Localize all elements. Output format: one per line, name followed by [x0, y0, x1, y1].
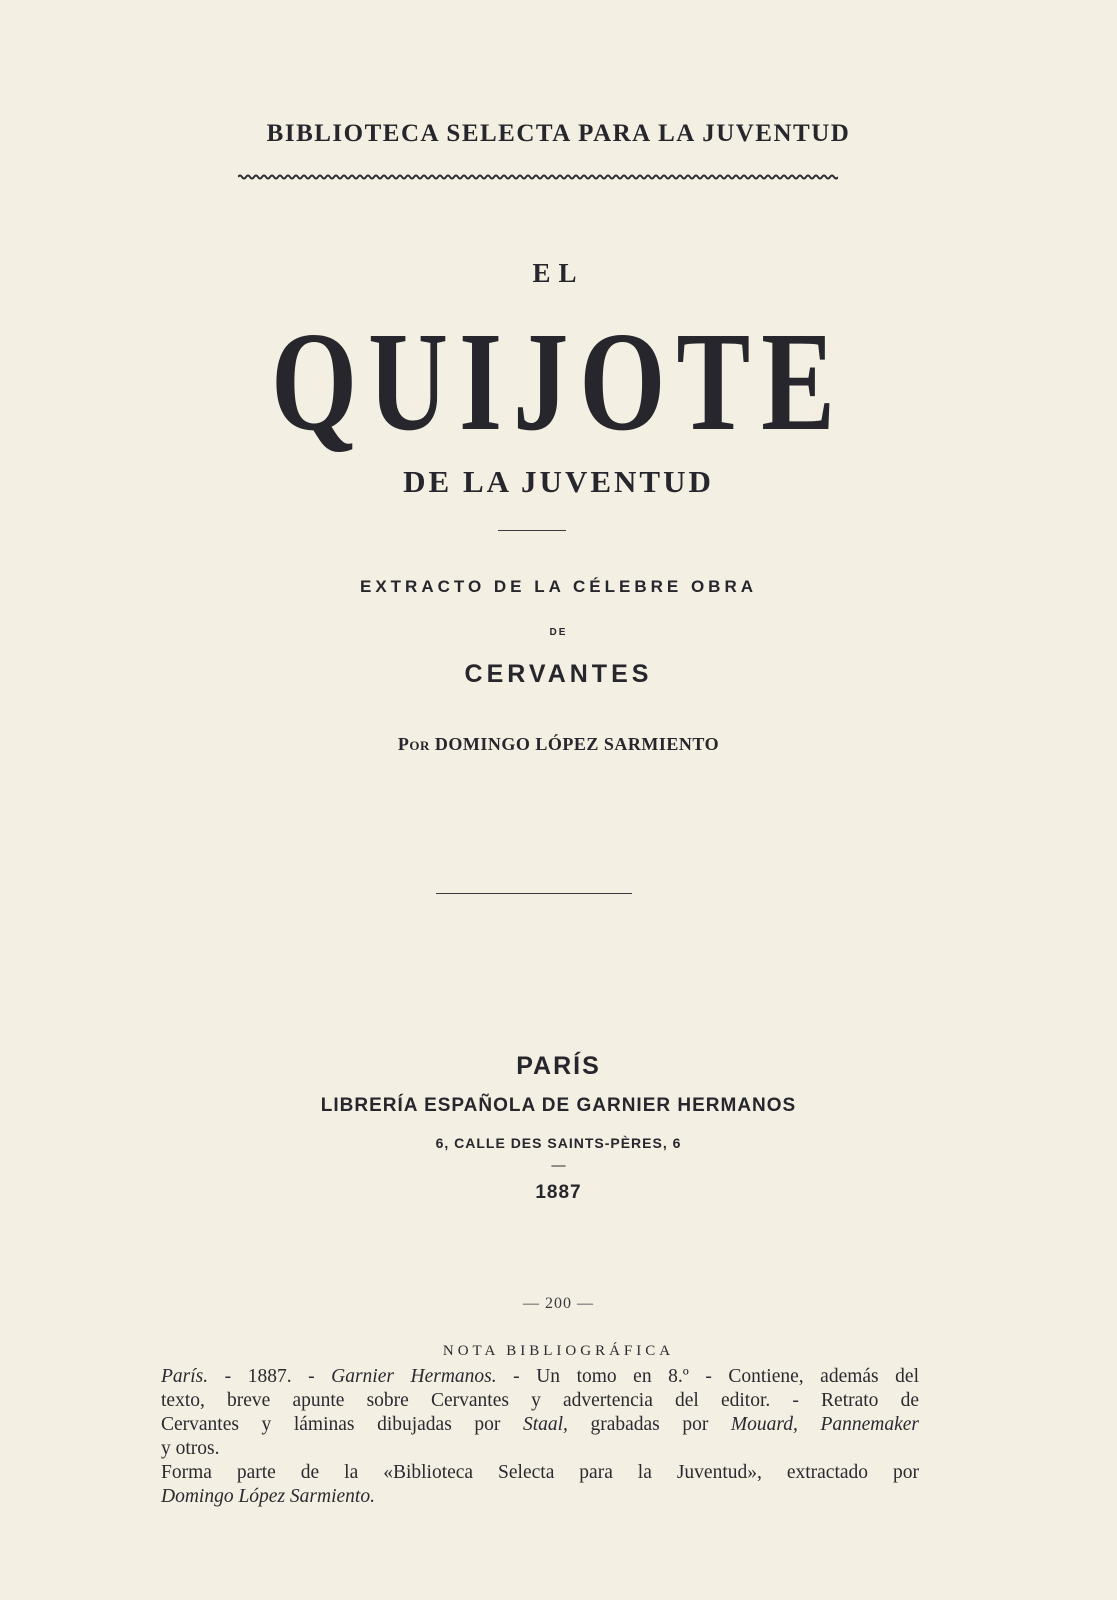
note-editor-name: Domingo López Sarmiento.: [161, 1486, 375, 1507]
title-article: EL: [532, 258, 585, 288]
series-title: BIBLIOTECA SELECTA PARA LA JUVENTUD: [266, 120, 851, 147]
note-engravers: Mouard, Pannemaker: [730, 1414, 920, 1435]
editor-por: Por: [397, 734, 430, 754]
wavy-rule: [238, 174, 838, 180]
editor-name: DOMINGO LÓPEZ SARMIENTO: [434, 734, 720, 754]
note-line-2: texto, breve apunte sobre Cervantes y advertencia del editor. - Retrato de: [161, 1390, 919, 1411]
note-city: París.: [161, 1366, 209, 1387]
note-heading: NOTA BIBLIOGRÁFICA: [442, 1343, 675, 1359]
note-engraved-by: grabadas por: [567, 1414, 731, 1435]
note-format: - Un tomo en 8.º - Contiene, además del: [496, 1366, 919, 1387]
extract-line: EXTRACTO DE LA CÉLEBRE OBRA: [359, 577, 758, 596]
imprint-dash: —: [551, 1158, 566, 1173]
note-line-1: [161, 1365, 919, 1389]
long-rule-middle: [436, 893, 632, 894]
editor-line: [0, 734, 1117, 755]
subtitle: DE LA JUVENTUD: [403, 464, 714, 499]
note-line-5: Forma parte de la «Biblioteca Selecta para la Juventud», extractado por: [161, 1462, 919, 1483]
note-illustrations: Cervantes y láminas dibujadas por: [161, 1414, 523, 1435]
main-title: QUIJOTE: [271, 302, 846, 460]
note-year: - 1887. -: [208, 1366, 332, 1387]
note-line-3: [161, 1413, 919, 1437]
short-rule-top: [498, 530, 566, 531]
note-publisher: Garnier Hermanos.: [331, 1366, 497, 1387]
imprint-city: PARÍS: [516, 1052, 601, 1080]
original-author: CERVANTES: [464, 660, 653, 688]
note-line-6: [161, 1485, 919, 1509]
imprint-year: 1887: [535, 1182, 582, 1203]
extract-de: DE: [549, 627, 568, 638]
note-line-4: y otros.: [161, 1438, 220, 1459]
imprint-address: 6, CALLE DES SAINTS-PÈRES, 6: [435, 1135, 682, 1151]
note-illustrator: Staal,: [522, 1414, 568, 1435]
page-number: — 200 —: [523, 1295, 594, 1312]
bibliographic-note: [161, 1365, 919, 1509]
imprint-publisher: LIBRERÍA ESPAÑOLA DE GARNIER HERMANOS: [320, 1095, 797, 1116]
